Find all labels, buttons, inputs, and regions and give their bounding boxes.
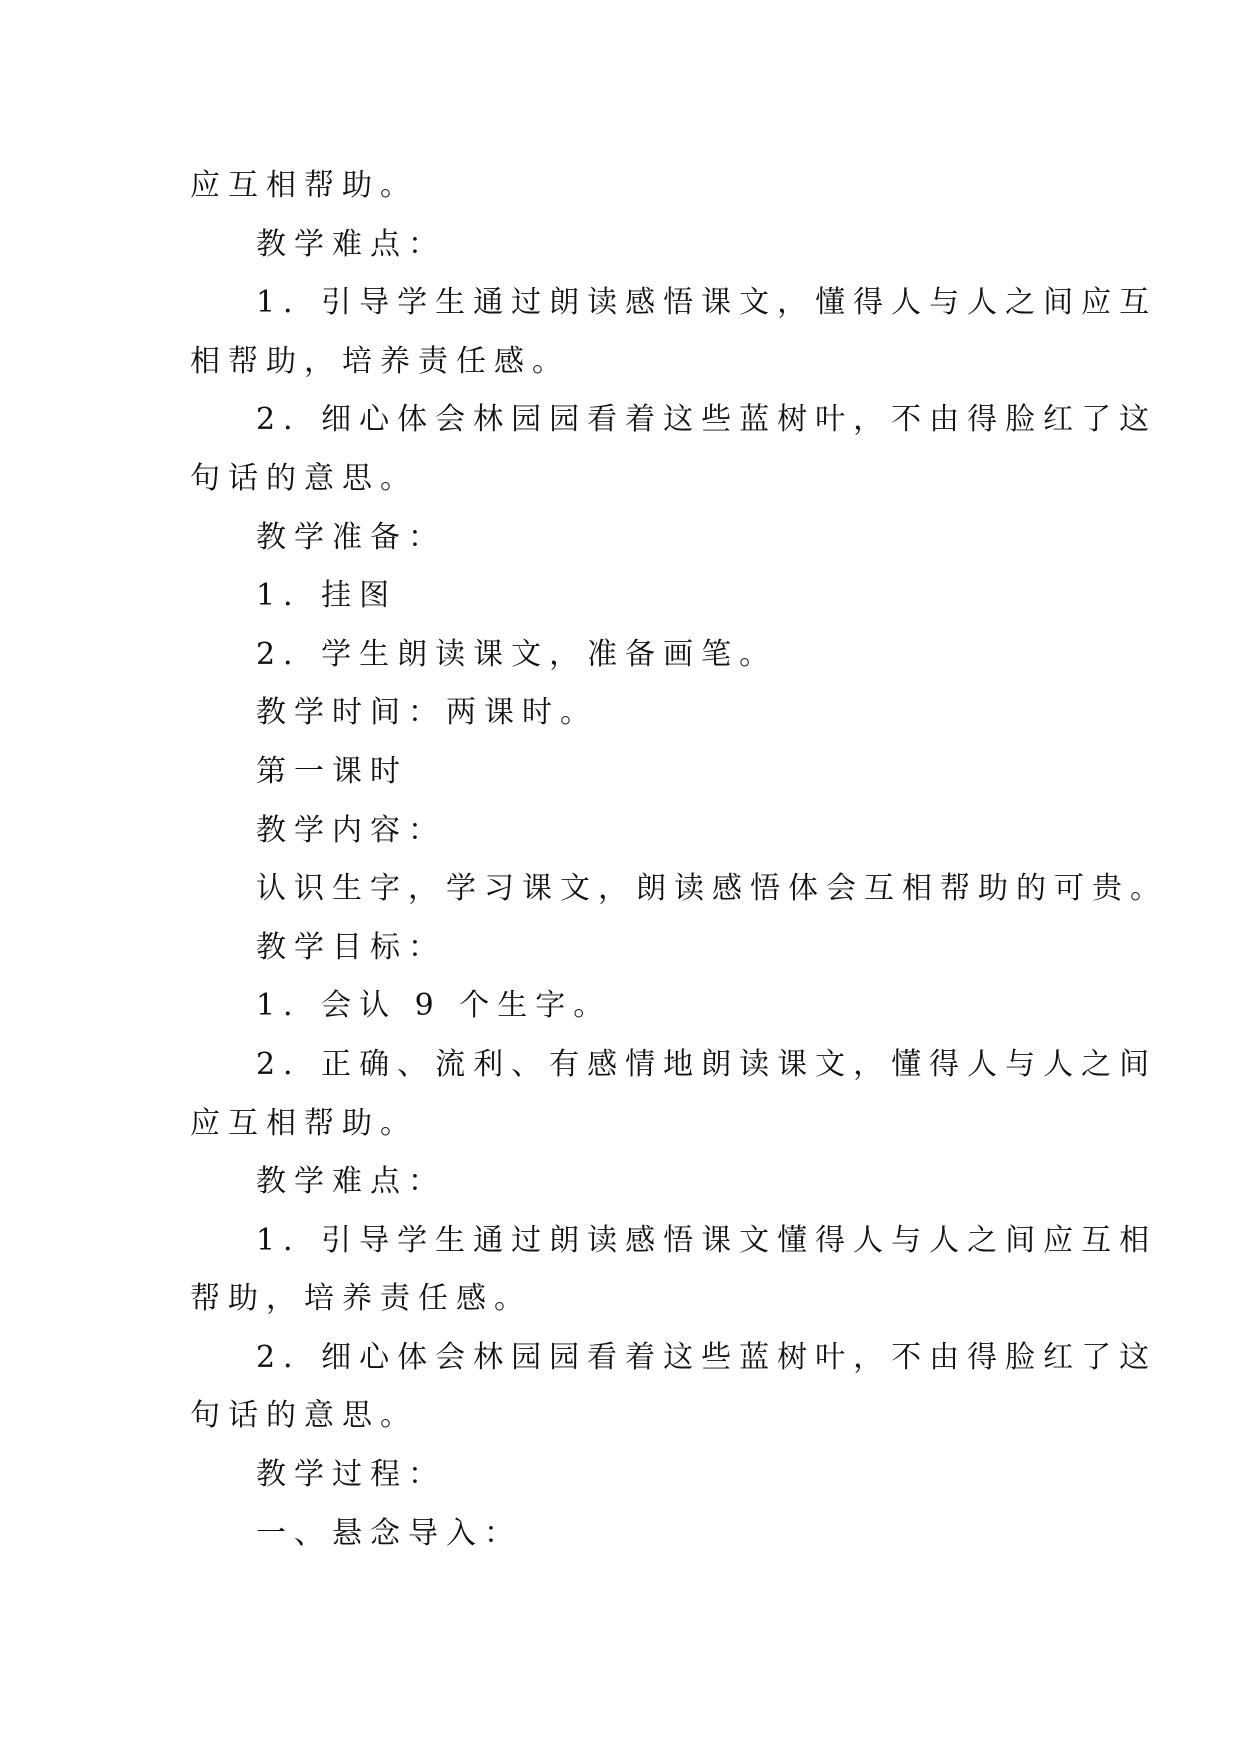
text-line: 教学时间：两课时。 (256, 695, 598, 731)
section-heading: 一、悬念导入： (256, 1515, 522, 1551)
section-heading: 教学准备： (256, 519, 446, 555)
text-line: 应互相帮助。 (190, 168, 418, 203)
section-heading: 教学过程： (256, 1457, 446, 1493)
section-heading: 第一课时 (256, 753, 408, 789)
section-heading: 教学目标： (256, 929, 446, 965)
text-line: 相帮助，培养责任感。 (190, 343, 570, 379)
text-line: 应互相帮助。 (190, 1105, 418, 1141)
text-line: 1．引导学生通过朗读感悟课文懂得人与人之间应互相 (256, 1222, 1158, 1258)
text-line: 句话的意思。 (190, 460, 418, 496)
text-line: 2．学生朗读课文，准备画笔。 (256, 636, 778, 672)
section-heading: 教学难点： (256, 1164, 446, 1200)
text-line: 2．正确、流利、有感情地朗读课文，懂得人与人之间 (256, 1046, 1158, 1082)
text-line: 句话的意思。 (190, 1398, 418, 1434)
section-heading: 教学内容： (256, 812, 446, 848)
text-line: 2．细心体会林园园看着这些蓝树叶，不由得脸红了这 (256, 402, 1158, 438)
text-line: 1．挂图 (256, 578, 398, 614)
document-body (190, 157, 1168, 1563)
text-line: 帮助，培养责任感。 (190, 1281, 532, 1317)
text-line: 1．会认 9 个生字。 (256, 988, 612, 1024)
text-line: 认识生字，学习课文，朗读感悟体会互相帮助的可贵。 (256, 871, 1168, 907)
text-line: 1．引导学生通过朗读感悟课文，懂得人与人之间应互 (256, 285, 1158, 321)
text-line: 2．细心体会林园园看着这些蓝树叶，不由得脸红了这 (256, 1339, 1158, 1375)
section-heading: 教学难点： (256, 226, 446, 262)
